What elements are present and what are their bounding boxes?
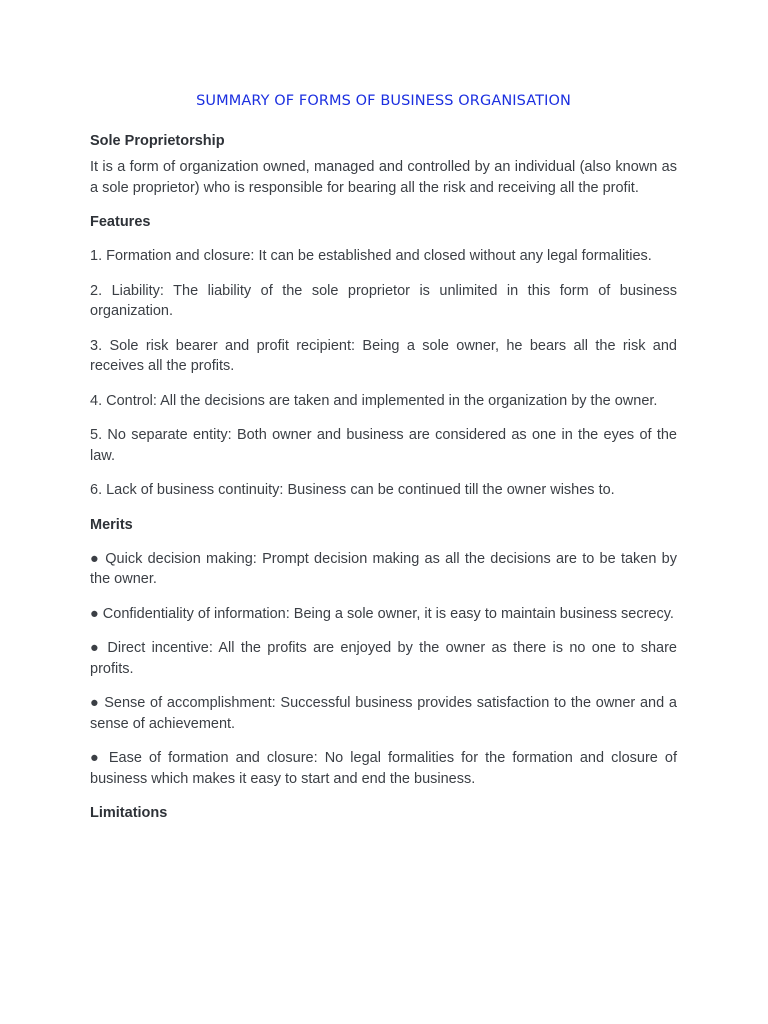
merit-item: ● Direct incentive: All the profits are enjoyed by the owner as there is no one to share profits. (90, 640, 677, 677)
merit-item: ● Confidentiality of information: Being a sole owner, it is easy to maintain business secrecy. (90, 605, 674, 622)
sole-proprietorship-heading: Sole Proprietorship (90, 133, 225, 149)
feature-item: 2. Liability: The liability of the sole proprietor is unlimited in this form of business organization. (90, 282, 677, 319)
feature-item: 6. Lack of business continuity: Business can be continued till the owner wishes to. (90, 482, 615, 498)
feature-item: 5. No separate entity: Both owner and business are considered as one in the eyes of the law. (90, 427, 677, 464)
merits-heading: Merits (90, 516, 133, 533)
document-page (90, 91, 677, 823)
merit-item: ● Ease of formation and closure: No legal formalities for the formation and closure of business which makes it easy to start and end the business. (90, 750, 677, 787)
feature-item: 3. Sole risk bearer and profit recipient: Being a sole owner, he bears all the risk and receives all the profits. (90, 337, 677, 374)
feature-item: 4. Control: All the decisions are taken and implemented in the organization by the owner. (90, 392, 658, 409)
limitations-heading: Limitations (90, 805, 168, 821)
merit-item: ● Quick decision making: Prompt decision making as all the decisions are to be taken by the owner. (90, 550, 677, 587)
document-title: SUMMARY OF FORMS OF BUSINESS ORGANISATION (196, 93, 571, 109)
merit-item: ● Sense of accomplishment: Successful business provides satisfaction to the owner and a sense of achievement. (90, 695, 677, 732)
sole-proprietorship-definition: It is a form of organization owned, managed and controlled by an individual (also known as a sole proprietor) who is responsible for bearing all the risk and receiving all the profit. (90, 159, 677, 196)
feature-item: 1. Formation and closure: It can be established and closed without any legal formalities. (90, 248, 652, 264)
features-heading: Features (90, 214, 151, 230)
